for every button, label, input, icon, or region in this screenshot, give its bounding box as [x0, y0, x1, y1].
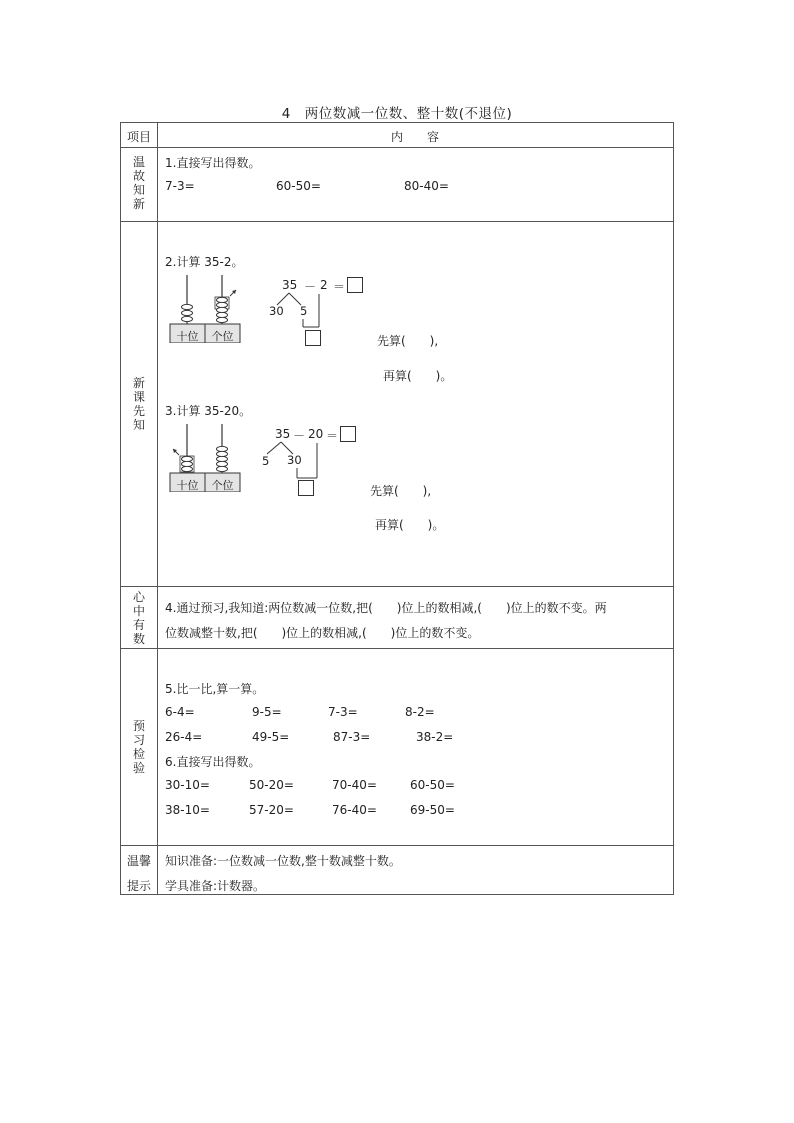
expression: 8-2=	[405, 705, 435, 719]
section-label-tips: 温馨	[126, 854, 151, 868]
question-6: 6.直接写出得数。	[165, 755, 261, 769]
section-label-new-lesson: 新 课 先 知	[132, 376, 145, 432]
expression: 6-4=	[165, 705, 195, 719]
minus-sign: －	[304, 280, 317, 294]
worksheet-table	[120, 122, 674, 895]
minuend: 35	[275, 427, 291, 441]
section-label-review: 温 故 知 新	[132, 155, 145, 211]
first-step: 先算( ),	[370, 484, 432, 498]
question-4-line2: 位数减整十数,把( )位上的数相减,( )位上的数不变。	[165, 626, 480, 640]
row-divider	[121, 845, 673, 846]
then-step: 再算( )。	[375, 518, 445, 532]
row-divider	[121, 648, 673, 649]
question-4-line1: 4.通过预习,我知道:两位数减一位数,把( )位上的数相减,( )位上的数不变。两	[165, 601, 607, 615]
expression: 49-5=	[252, 730, 290, 744]
answer-box[interactable]	[340, 426, 356, 442]
question-3: 3.计算 35-20。	[165, 404, 252, 418]
abacus-label-tens: 十位	[176, 479, 199, 492]
split-part: 5	[262, 454, 270, 468]
expression: 50-20=	[249, 778, 294, 792]
expression: 9-5=	[252, 705, 282, 719]
section-label-check: 预 习 检 验	[132, 719, 145, 775]
first-step: 先算( ),	[377, 334, 439, 348]
abacus-label-ones: 个位	[211, 479, 234, 492]
expression: 7-3=	[165, 179, 195, 193]
answer-box[interactable]	[298, 480, 314, 496]
abacus-label-tens: 十位	[176, 330, 199, 343]
expression: 38-2=	[416, 730, 454, 744]
row-divider	[121, 586, 673, 587]
expression: 7-3=	[328, 705, 358, 719]
question-2: 2.计算 35-2。	[165, 255, 244, 269]
answer-box[interactable]	[305, 330, 321, 346]
expression: 26-4=	[165, 730, 203, 744]
then-step: 再算( )。	[383, 369, 453, 383]
expression: 60-50=	[276, 179, 321, 193]
header-content: 内 容	[390, 130, 439, 144]
subtrahend: 2	[320, 278, 328, 292]
expression: 57-20=	[249, 803, 294, 817]
tip-knowledge: 知识准备:一位数减一位数,整十数减整十数。	[165, 854, 401, 868]
minus-sign: －	[293, 429, 306, 443]
answer-box[interactable]	[347, 277, 363, 293]
split-part: 30	[287, 453, 302, 467]
expression: 80-40=	[404, 179, 449, 193]
row-divider	[121, 221, 673, 222]
expression: 60-50=	[410, 778, 455, 792]
header-item: 项目	[126, 130, 151, 144]
equals-sign: ＝	[326, 429, 339, 443]
section-label-tips: 提示	[126, 879, 151, 893]
question-5: 5.比一比,算一算。	[165, 682, 265, 696]
question-1: 1.直接写出得数。	[165, 156, 261, 170]
section-label-mind: 心 中 有 数	[132, 590, 145, 646]
tip-tools: 学具准备:计数器。	[165, 879, 266, 893]
row-divider	[121, 147, 673, 148]
expression: 76-40=	[332, 803, 377, 817]
expression: 70-40=	[332, 778, 377, 792]
column-divider	[157, 123, 158, 894]
expression: 30-10=	[165, 778, 210, 792]
page-title: 4 两位数减一位数、整十数(不退位)	[281, 106, 513, 122]
split-part: 5	[300, 304, 308, 318]
split-part: 30	[269, 304, 284, 318]
abacus-label-ones: 个位	[211, 330, 234, 343]
expression: 87-3=	[333, 730, 371, 744]
expression: 38-10=	[165, 803, 210, 817]
equals-sign: ＝	[333, 280, 346, 294]
minuend: 35	[282, 278, 298, 292]
subtrahend: 20	[308, 427, 324, 441]
expression: 69-50=	[410, 803, 455, 817]
